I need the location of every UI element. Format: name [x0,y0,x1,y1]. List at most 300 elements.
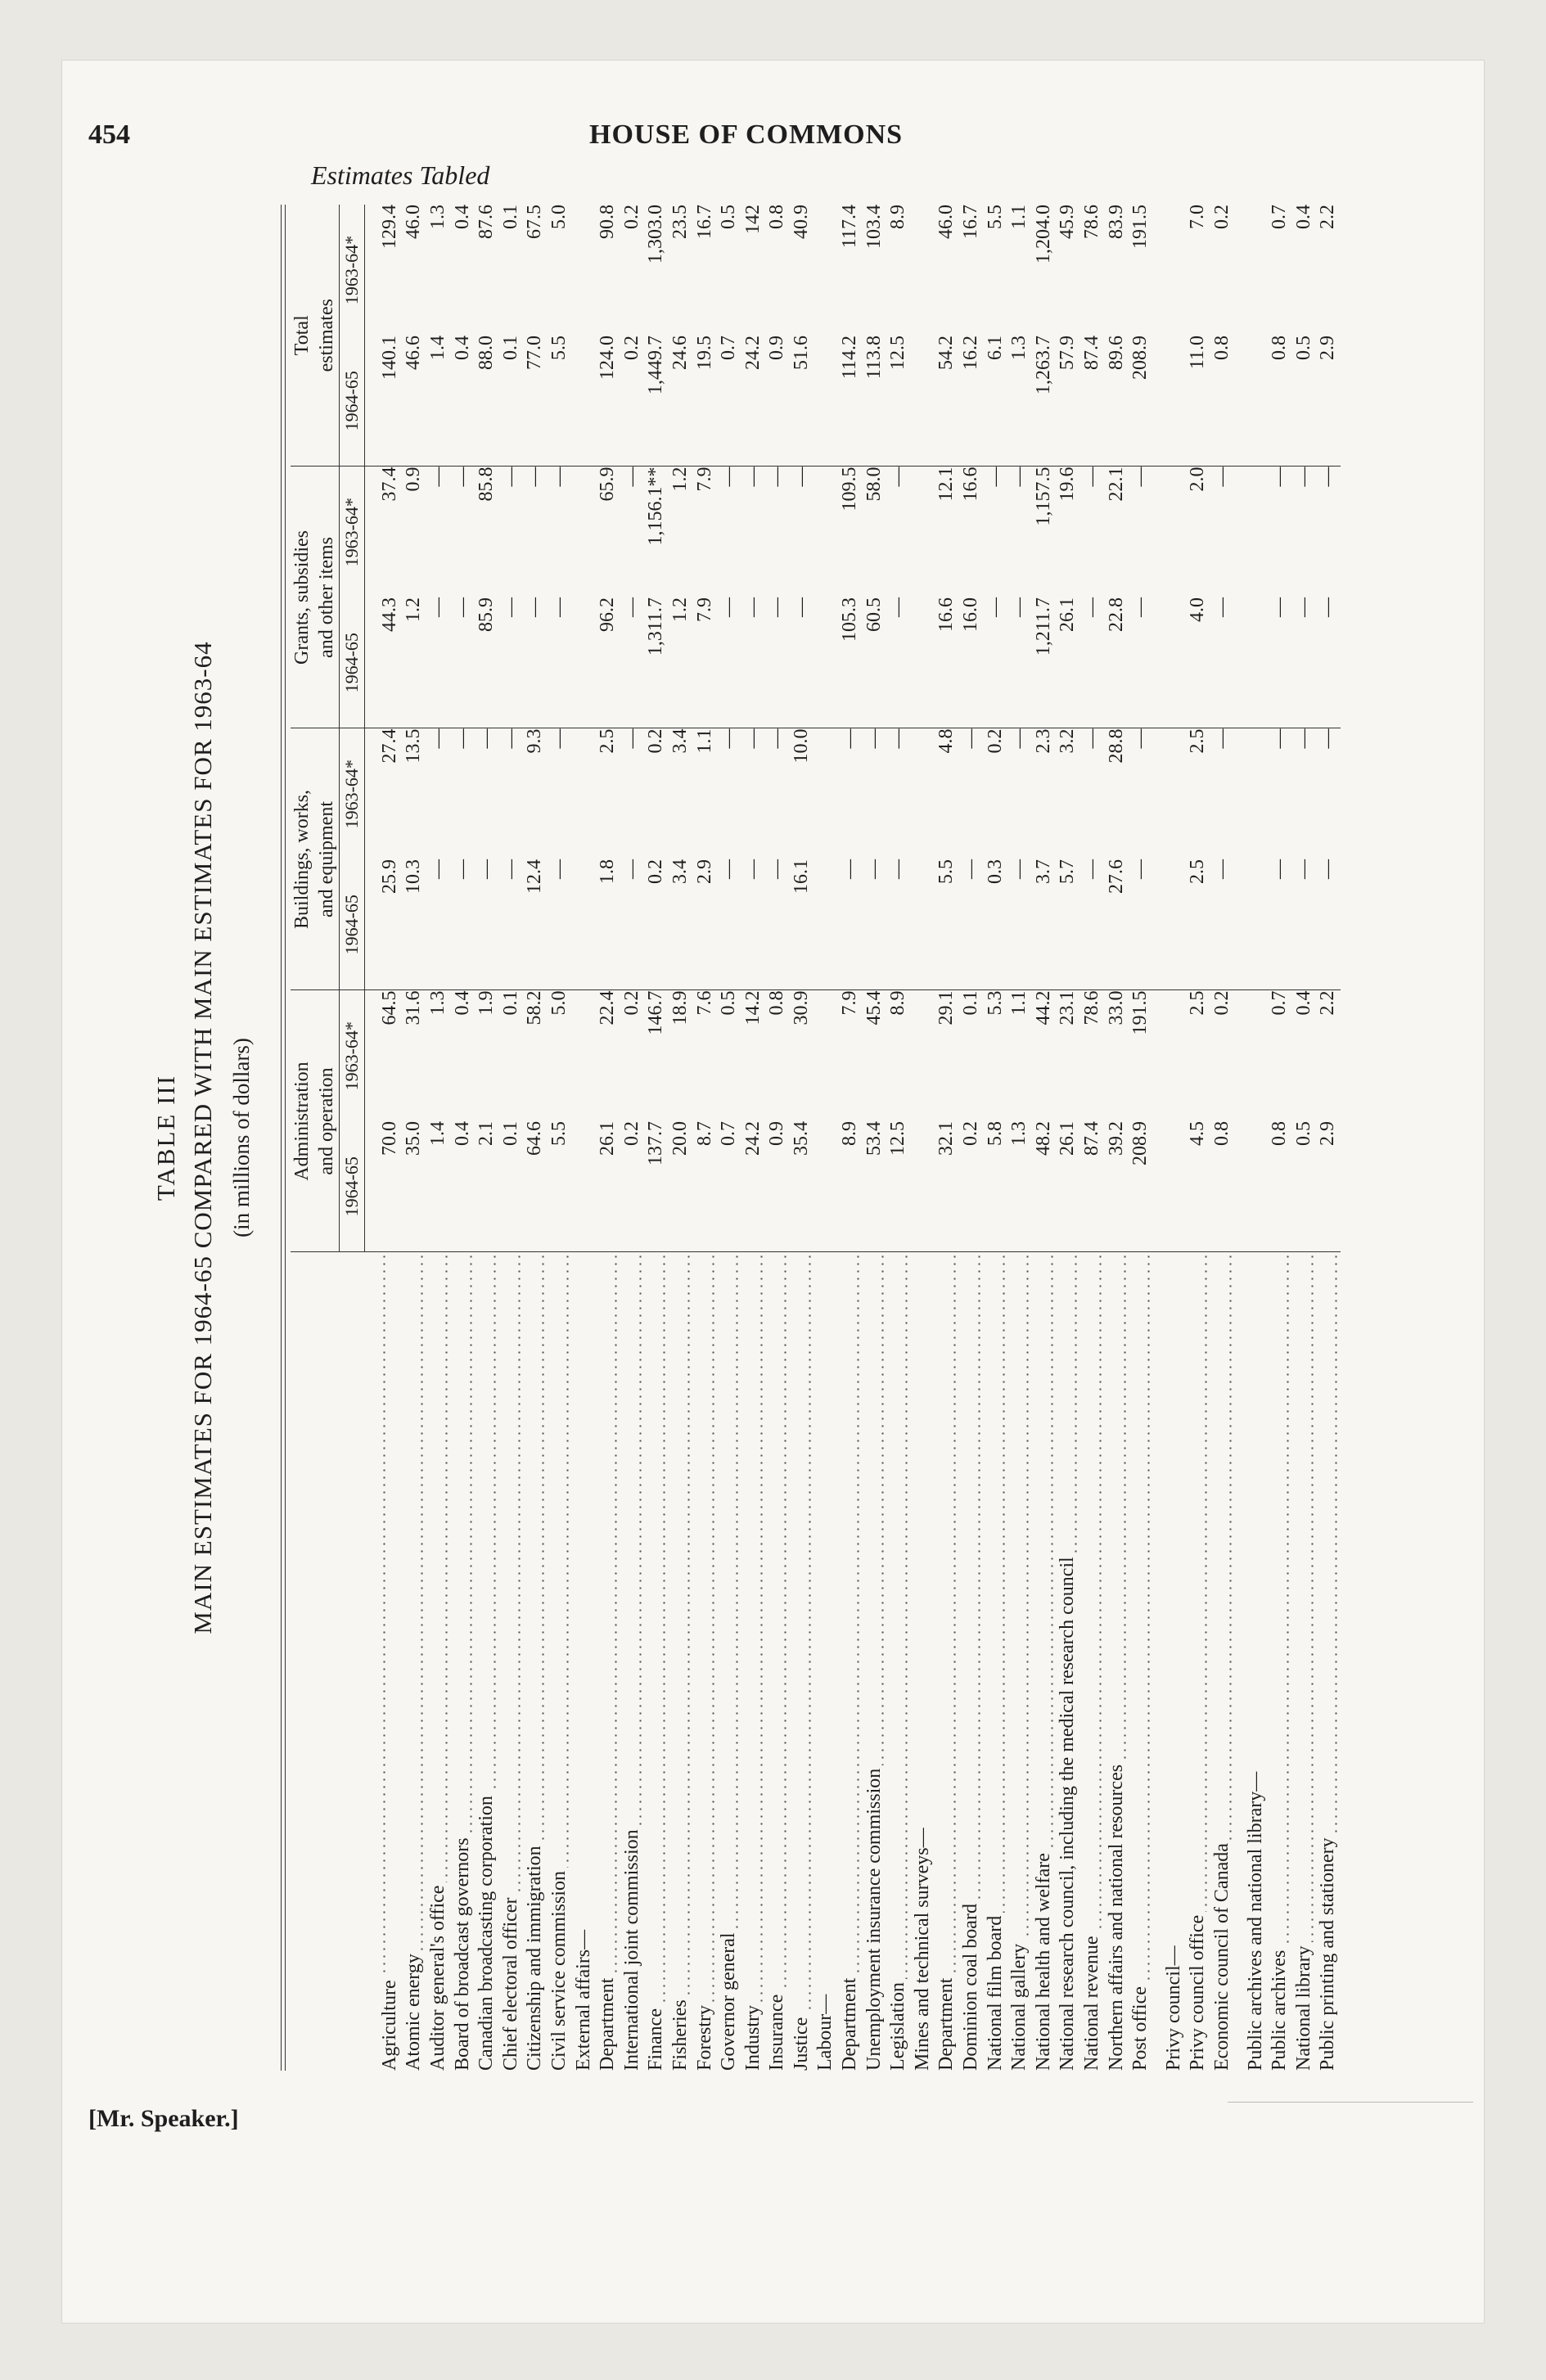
cell-value: 67.5 [524,204,546,239]
cell-value: 13.5 [403,728,425,764]
cell-value [1162,597,1187,728]
year-header: 1964-65 [340,1121,365,1252]
cell-value: 2.0 [1187,467,1209,492]
row-label: Civil service commission [548,1252,572,2071]
page-header: HOUSE OF COMMONS [589,119,904,150]
cell-value: — [1008,467,1030,487]
cell-value: 0.1 [499,1121,524,1252]
cell-value: 0.1 [499,204,521,229]
cell-value: 26.1 [1056,597,1080,728]
table-row [935,205,959,2071]
cell-value: 0.2 [1210,990,1233,1016]
table-row [790,205,814,2071]
cell-value: 27.4 [378,728,400,764]
cell-value: 24.2 [741,1121,766,1252]
cell-value: 1,157.5 [1032,467,1054,526]
cell-value: 3.4 [669,859,693,990]
cell-value: 2.5 [1187,990,1209,1016]
row-label: Privy council— [1162,1252,1187,2071]
cell-value: 1.3 [1007,1121,1032,1252]
cell-value: — [1292,859,1317,990]
cell-value: 22.1 [1105,467,1127,502]
cell-value: 0.5 [718,990,740,1016]
cell-value: 35.0 [402,1121,426,1252]
cell-value: 0.4 [451,204,473,229]
cell-value: 208.9 [1129,1121,1153,1252]
table-unit: (in millions of dollars) [229,1038,254,1237]
page-number: 454 [88,119,130,150]
cell-value: 0.4 [451,990,473,1016]
cell-value: 0.5 [718,204,740,229]
cell-value: — [1129,467,1152,487]
cell-value: — [766,728,788,749]
table-row [1056,205,1080,2071]
cell-value: — [451,859,476,990]
cell-value: 1.2 [402,597,426,728]
cell-value: — [765,597,790,728]
cell-value: 64.6 [523,1121,548,1252]
group-header-total: Total estimates [291,205,340,467]
row-label: National library [1292,1252,1317,2071]
cell-value: 5.5 [935,859,959,990]
cell-value: 20.0 [669,1121,693,1252]
cell-value: 25.9 [364,859,402,990]
table-row [1268,205,1292,2071]
cell-value: 16.2 [959,336,984,467]
cell-value: 46.6 [402,336,426,467]
cell-value [1244,205,1269,336]
cell-value: 113.8 [863,336,887,467]
cell-value: 44.3 [364,597,402,728]
row-label: Insurance [765,1252,790,2071]
cell-value: 124.0 [596,336,620,467]
cell-value: 140.1 [364,336,402,467]
year-header: 1964-65 [340,336,365,467]
cell-value [1244,467,1269,597]
cell-value: — [886,597,911,728]
cell-value: — [887,728,909,749]
table-row [1210,205,1235,2071]
cell-value: 6.1 [984,336,1008,467]
cell-value: 0.4 [1292,204,1314,229]
cell-value: 19.5 [693,336,718,467]
year-header: 1964-65 [340,597,365,728]
cell-value: 114.2 [838,336,863,467]
cell-value: 35.4 [790,1121,814,1252]
cell-value: 12.4 [523,859,548,990]
cell-value: — [1316,597,1341,728]
cell-value: 16.0 [959,597,984,728]
cell-value: — [1210,597,1235,728]
row-label: Finance [644,1252,669,2071]
cell-value: — [1292,728,1314,749]
cell-value: 142 [741,204,764,234]
year-header: 1963-64* [340,467,365,597]
cell-value: 0.4 [1292,990,1314,1016]
cell-value: — [451,728,473,749]
cell-value: 85.9 [475,597,499,728]
cell-value: 2.9 [693,859,718,990]
table-caption: TABLE III [151,1074,180,1201]
cell-value: 23.5 [669,204,691,239]
cell-value: 16.7 [693,204,715,239]
table-row [548,205,572,2071]
row-label: Auditor general's office [426,1252,451,2071]
cell-value [1244,859,1269,990]
cell-value: 46.0 [403,204,425,239]
cell-value: 1,263.7 [1032,336,1057,467]
cell-value: 0.2 [620,990,642,1016]
row-label: International joint commission [620,1252,645,2071]
cell-value: 57.9 [1056,336,1080,467]
cell-value: — [887,467,909,487]
cell-value: 19.6 [1057,467,1079,502]
row-label: Department [935,1252,959,2071]
cell-value: 0.2 [620,336,645,467]
cell-value [572,597,597,728]
cell-value [1162,1121,1187,1252]
cell-value: — [499,597,524,728]
cell-value [911,990,935,1121]
cell-value: — [959,859,984,990]
cell-value: 30.9 [790,990,812,1025]
cell-value: 26.1 [596,1121,620,1252]
cell-value: 27.6 [1105,859,1129,990]
cell-value: — [741,597,766,728]
group-header-row [291,205,340,2071]
table-row [741,205,766,2071]
table-row [620,205,645,2071]
cell-value: 0.7 [1269,204,1291,229]
year-header: 1963-64* [340,990,365,1121]
cell-value: 3.2 [1057,728,1079,754]
cell-value: 46.0 [935,204,958,239]
cell-value: — [766,467,788,487]
cell-value: 0.2 [984,728,1006,754]
cell-value: 16.1 [790,859,814,990]
cell-value: — [1210,728,1233,749]
estimates-table [291,205,1341,2071]
cell-value: — [1007,859,1032,990]
year-header: 1963-64* [340,728,365,859]
cell-value: — [548,597,572,728]
group-header-grants: Grants, subsidies and other items [291,467,340,728]
spacer-row [1235,205,1244,2071]
cell-value: 0.2 [1210,204,1233,229]
cell-value: — [426,859,451,990]
cell-value [1244,1121,1269,1252]
cell-value: 0.8 [766,204,788,229]
label-header [291,1252,364,2071]
cell-value: 191.5 [1129,990,1152,1035]
cell-value: — [1080,597,1105,728]
row-label: Canadian broadcasting corporation [475,1252,499,2071]
cell-value: 0.1 [499,990,521,1016]
cell-value: 44.2 [1032,990,1054,1025]
cell-value [911,205,935,336]
table-row [984,205,1008,2071]
cell-value [1162,859,1187,990]
table-row [669,205,693,2071]
cell-value [572,728,597,859]
table-body [364,205,1341,2071]
row-label: Public archives [1268,1252,1292,2071]
table-row [523,205,548,2071]
table-row [863,205,887,2071]
table-row [1244,205,1269,2071]
cell-value: 208.9 [1129,336,1153,467]
cell-value: — [1317,728,1339,749]
cell-value: — [1129,859,1153,990]
cell-value: 14.2 [741,990,764,1025]
cell-value: — [620,859,645,990]
cell-value [1244,597,1269,728]
cell-value: — [620,728,642,749]
table-row [364,205,402,2071]
cell-value: — [984,597,1008,728]
cell-value: 1.1 [693,728,715,754]
cell-value: 146.7 [645,990,667,1035]
cell-value: — [1316,859,1341,990]
row-label: Department [596,1252,620,2071]
table-row [765,205,790,2071]
cell-value: — [790,597,814,728]
cell-value: 12.5 [886,1121,911,1252]
cell-value: — [960,728,982,749]
cell-value [1244,336,1269,467]
footer-speaker: [Mr. Speaker.] [88,2105,239,2132]
row-label: Unemployment insurance commission [863,1252,887,2071]
cell-value: — [620,467,642,487]
cell-value: — [1292,467,1314,487]
cell-value: 8.9 [887,204,909,229]
cell-value [1162,990,1187,1121]
cell-value: 4.0 [1186,597,1210,728]
table-row [911,205,935,2071]
row-label: Justice [790,1252,814,2071]
cell-value: 1.3 [1007,336,1032,467]
cell-value [1244,728,1269,859]
cell-value: — [476,728,498,749]
row-label: Mines and technical surveys— [911,1252,935,2071]
row-label: Privy council office [1186,1252,1210,2071]
cell-value: 45.4 [863,990,885,1025]
cell-value: — [1210,859,1235,990]
cell-value: 70.0 [364,1121,402,1252]
cell-value: 1.3 [426,204,448,229]
row-label: National research council, including the medical research council [1056,1252,1080,2071]
row-label: National health and welfare [1032,1252,1057,2071]
cell-value: 2.2 [1317,204,1339,229]
cell-value [1162,205,1187,336]
cell-value: 88.0 [475,336,499,467]
cell-value: 0.8 [1268,336,1292,467]
cell-value [814,336,838,467]
cell-value: 16.6 [935,597,959,728]
cell-value: 85.8 [476,467,498,502]
cell-value: 29.1 [935,990,958,1025]
cell-value: 2.9 [1316,336,1341,467]
cell-value: 0.9 [403,467,425,492]
cell-value: 8.7 [693,1121,718,1252]
cell-value: 8.9 [838,1121,863,1252]
cell-value: 191.5 [1129,204,1152,249]
table-row [838,205,863,2071]
table-row [959,205,984,2071]
cell-value: 2.3 [1032,728,1054,754]
cell-value: 7.9 [839,990,861,1016]
cell-value: — [717,597,741,728]
row-label: Labour— [814,1252,838,2071]
cell-value: 31.6 [403,990,425,1025]
cell-value [572,467,597,597]
cell-value: 0.2 [620,204,642,229]
table-row [717,205,741,2071]
cell-value: 1.4 [426,336,451,467]
table-row [499,205,524,2071]
table-row [451,205,476,2071]
cell-value: 78.6 [1081,990,1102,1025]
row-label: Board of broadcast governors [451,1252,476,2071]
cell-value [911,859,935,990]
cell-value: 58.0 [863,467,885,502]
cell-value [911,467,935,597]
cell-value: 1.8 [596,859,620,990]
cell-value: 7.0 [1187,204,1209,229]
row-label: Legislation [886,1252,911,2071]
cell-value: 5.3 [984,990,1006,1016]
cell-value: 87.4 [1080,336,1105,467]
cell-value: 11.0 [1186,336,1210,467]
cell-value: — [1269,467,1291,487]
cell-value: 7.9 [693,597,718,728]
cell-value [911,1121,935,1252]
cell-value: 2.5 [597,728,619,754]
cell-value: 24.6 [669,336,693,467]
row-label: Fisheries [669,1252,693,2071]
cell-value: — [1268,597,1292,728]
cell-value: 1.4 [426,1121,451,1252]
cell-value [1162,336,1187,467]
cell-value: — [863,728,885,749]
row-label: Economic council of Canada [1210,1252,1235,2071]
cell-value [1162,467,1187,597]
cell-value: 103.4 [863,204,885,249]
row-label: National revenue [1080,1252,1105,2071]
cell-value: — [548,859,572,990]
cell-value: — [426,597,451,728]
row-label: Agriculture [364,1252,402,2071]
cell-value: 0.4 [451,1121,476,1252]
spacer-row [1153,205,1162,2071]
cell-value [814,467,838,597]
cell-value: 117.4 [839,204,861,249]
cell-value: 16.6 [960,467,982,502]
cell-value: 4.8 [935,728,958,754]
table-row [1316,205,1341,2071]
cell-value: 1,204.0 [1032,204,1054,264]
cell-value: 109.5 [839,467,861,512]
table-title: MAIN ESTIMATES FOR 1964-65 COMPARED WITH MAIN ESTIMATES FOR 1963-64 [188,641,217,1634]
cell-value: 16.7 [960,204,982,239]
table-row [1007,205,1032,2071]
cell-value: 0.9 [765,1121,790,1252]
row-label: Public archives and national library— [1244,1252,1269,2071]
cell-value: — [524,467,546,487]
table-row [572,205,597,2071]
cell-value: 2.1 [475,1121,499,1252]
row-label: Governor general [717,1252,741,2071]
cell-value: 23.1 [1057,990,1079,1025]
cell-value: 1.1 [1008,990,1030,1016]
row-label: Dominion coal board [959,1252,984,2071]
cell-value: — [499,859,524,990]
cell-value: 32.1 [935,1121,959,1252]
table-row [402,205,426,2071]
cell-value: 0.1 [960,990,982,1016]
cell-value: 0.2 [959,1121,984,1252]
table-row [1162,205,1187,2071]
cell-value [814,990,838,1121]
table-row [1292,205,1317,2071]
cell-value: 3.4 [669,728,691,754]
cell-value: 7.9 [693,467,715,492]
cell-value: 58.2 [524,990,546,1025]
footer-rule [1228,2102,1473,2103]
cell-value [572,859,597,990]
cell-value: 54.2 [935,336,959,467]
cell-value: 0.5 [1292,336,1317,467]
cell-value: 9.3 [524,728,546,754]
cell-value: — [1210,467,1233,487]
table-row [426,205,451,2071]
cell-value: 87.6 [476,204,498,239]
cell-value: 12.1 [935,467,958,502]
cell-value: — [548,728,570,749]
group-header-buildings: Buildings, works, and equipment [291,728,340,990]
cell-value: — [1081,467,1102,487]
cell-value: — [1007,597,1032,728]
row-label: Public printing and stationery [1316,1252,1341,2071]
cell-value: 33.0 [1105,990,1127,1025]
top-rule-1 [281,205,282,2071]
cell-value: 28.8 [1105,728,1127,764]
cell-value: 0.8 [1268,1121,1292,1252]
year-header: 1963-64* [340,205,365,336]
cell-value: 10.0 [790,728,812,764]
cell-value: 45.9 [1057,204,1079,239]
cell-value: 65.9 [597,467,619,502]
cell-value: 1.2 [669,597,693,728]
cell-value: 0.2 [645,728,667,754]
cell-value: 78.6 [1081,204,1102,239]
cell-value: 0.9 [765,336,790,467]
row-label: National gallery [1007,1252,1032,2071]
cell-value: — [499,728,521,749]
cell-value: 0.2 [620,1121,645,1252]
cell-value: 96.2 [596,597,620,728]
cell-value: 60.5 [863,597,887,728]
cell-value: — [839,728,861,749]
cell-value: 0.5 [1292,1121,1317,1252]
cell-value [814,205,838,336]
row-label: Department [838,1252,863,2071]
cell-value [572,1121,597,1252]
cell-value: 24.2 [741,336,766,467]
cell-value: 2.5 [1186,859,1210,990]
cell-value: — [451,597,476,728]
cell-value: — [838,859,863,990]
